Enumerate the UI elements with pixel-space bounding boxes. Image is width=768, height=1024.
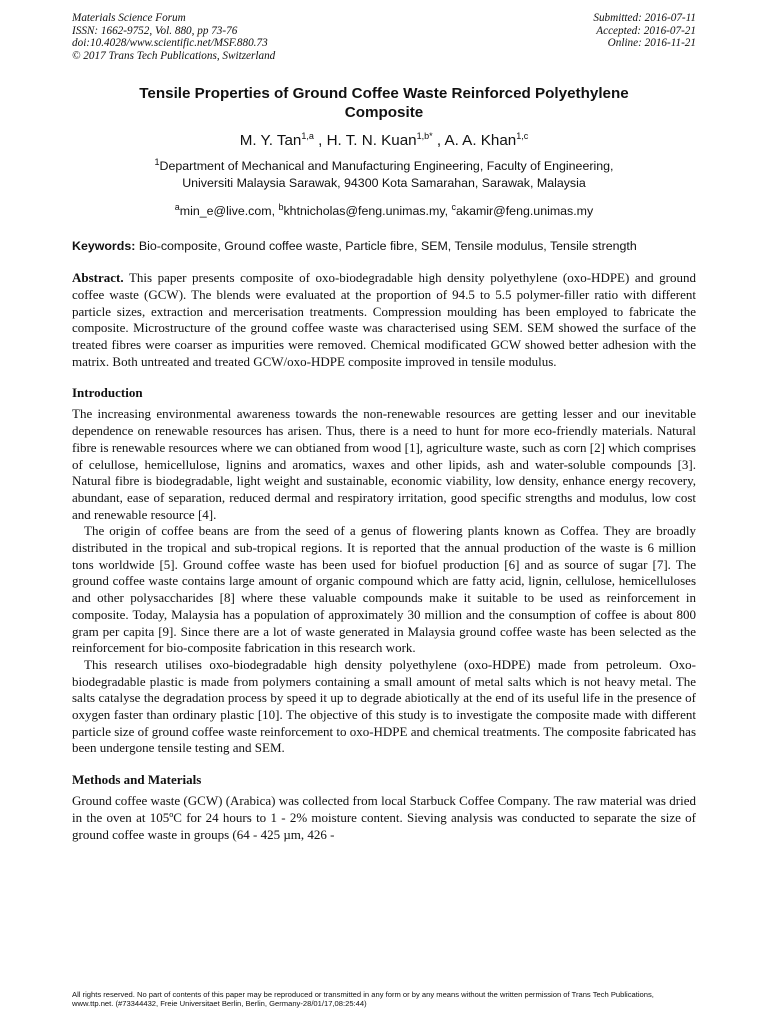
keywords-text: Bio-composite, Ground coffee waste, Particle fibre, SEM, Tensile modulus, Tensile strength bbox=[138, 238, 637, 253]
publication-dates bbox=[593, 12, 696, 62]
date-online: Online: 2016-11-21 bbox=[607, 37, 696, 50]
author-separator: , bbox=[432, 132, 445, 150]
author-name: A. A. Khan bbox=[444, 132, 517, 150]
email-mark: c bbox=[451, 201, 456, 212]
abstract bbox=[72, 270, 696, 370]
email-address[interactable]: khtnicholas@feng.unimas.my bbox=[283, 203, 445, 218]
affiliation bbox=[72, 154, 696, 191]
paper-page bbox=[72, 12, 696, 843]
email-mark: b bbox=[278, 201, 284, 212]
email-separator: , bbox=[444, 203, 452, 218]
email-separator: , bbox=[271, 203, 279, 218]
paper-title bbox=[72, 84, 696, 122]
intro-paragraph-2: The origin of coffee beans are from the seed of a genus of flowering plants known as Coffea. They are broadly distributed in the tropical and sub-tropical regions. It is reported that the annual production of the waste is 6 million tons worldwide [5]. Ground coffee waste has been used for biofuel production [6] and as source of sugar [7]. The ground coffee waste contains large amount of organic compound which are fatty acid, lignin, cellulose, hemicelluloses and other polysaccharides [8] where these valuable compounds make it suitable to be used as reinforcement in composite. Today, Malaysia has a population of approximately 30 million and the consumption of coffee is about 800 gram per capita [9]. Since there are a lot of waste generated in Malaysia ground coffee waste has been selected as the reinforcement for bio-composite fabrication in this research work. bbox=[72, 523, 696, 656]
paper-title-line-2: Composite bbox=[344, 104, 424, 122]
author-affiliation-mark: 1,c bbox=[516, 131, 529, 142]
author-separator: , bbox=[313, 132, 327, 150]
author-affiliation-mark: 1,a bbox=[301, 131, 314, 142]
date-submitted: Submitted: 2016-07-11 bbox=[593, 12, 696, 24]
section-heading-methods: Methods and Materials bbox=[72, 772, 202, 788]
keywords-label: Keywords: bbox=[72, 238, 136, 253]
section-heading-introduction: Introduction bbox=[72, 385, 143, 401]
journal-copyright: © 2017 Trans Tech Publications, Switzerland bbox=[72, 49, 276, 62]
journal-doi: doi:10.4028/www.scientific.net/MSF.880.73 bbox=[72, 37, 268, 50]
affiliation-line-2: Universiti Malaysia Sarawak, 94300 Kota Samarahan, Sarawak, Malaysia bbox=[182, 176, 586, 191]
journal-header bbox=[72, 12, 696, 62]
journal-name: Materials Science Forum bbox=[72, 12, 186, 24]
author-affiliation-mark: 1,b* bbox=[416, 131, 433, 142]
intro-paragraph-3: This research utilises oxo-biodegradable high density polyethylene (oxo-HDPE) made from petroleum. Oxo-biodegradable plastic is made from polymers containing a small amount of metal salts which is not heavy metal. The salts catalyse the degradation process by speed it up to degrade abiotically at the end of its useful life in the presence of oxygen faster than ordinary plastic [10]. The objective of this study is to investigate the composite made with different particle size of ground coffee waste reinforcement to oxo-HDPE and chemical treatments. The composite fabricated has been undergone tensile testing and SEM. bbox=[72, 656, 696, 756]
email-address[interactable]: akamir@feng.unimas.my bbox=[455, 203, 594, 218]
author-list bbox=[72, 127, 696, 150]
affiliation-mark: 1 bbox=[154, 157, 160, 168]
email-mark: a bbox=[174, 201, 180, 212]
abstract-text: This paper presents composite of oxo-biodegradable high density polyethylene (oxo-HDPE) and ground coffee waste (GCW). The blends were evaluated at the proportion of 94.5 to 5.5 polymer-filler ratio with different particle sizes, extraction and mercerisation treatments. Compression moulding has been employed to fabricate the composite. Microstructure of the ground coffee waste was characterised using SEM. SEM showed the surface of the treated fibres were coarser as impurities were removed. Chemical modificated GCW showed better adhesion with the matrix. Both untreated and treated GCW/oxo-HDPE composite improved in tensile modulus. bbox=[72, 270, 697, 369]
methods-paragraph-1: Ground coffee waste (GCW) (Arabica) was collected from local Starbuck Coffee Company. The raw material was dried in the oven at 105ºC for 24 hours to 1 - 2% moisture content. Sieving analysis was conducted to separate the size of ground coffee waste in groups (64 - 425 µm, 426 - bbox=[72, 793, 696, 842]
abstract-label: Abstract. bbox=[72, 270, 124, 286]
intro-paragraph-1: The increasing environmental awareness towards the non-renewable resources are getting lesser and our inevitable dependence on renewable resources has arisen. Thus, there is a need to hunt for more eco-friendly materials. Natural fibre is renewable resources where we can obtianed from wood [1], agriculture waste, such as corn [2] which comprises of celullose, hemicellulose, lignins and aromatics, waxes and other lipids, ash and water-soluble compounds [3]. Natural fibre is biodegradable, light weight and sustainable, economic viability, low density, enhance energy recovery, abundant, ease of separation, reduced dermal and respiratory irritation, good specific strengths and modulus, low cost and renewable resource [4]. bbox=[72, 406, 696, 522]
keywords bbox=[72, 238, 696, 255]
date-accepted: Accepted: 2016-07-21 bbox=[596, 24, 696, 37]
affiliation-line-1: Department of Mechanical and Manufacturing Engineering, Faculty of Engineering, bbox=[159, 159, 614, 174]
author-name: H. T. N. Kuan bbox=[326, 132, 417, 150]
paper-title-line-1: Tensile Properties of Ground Coffee Waste Reinforced Polyethylene bbox=[139, 85, 629, 103]
journal-info bbox=[72, 12, 275, 62]
journal-issn: ISSN: 1662-9752, Vol. 880, pp 73-76 bbox=[72, 24, 238, 37]
copyright-footer: All rights reserved. No part of contents of this paper may be reproduced or transmitted in any form or by any means without the written permission of Trans Tech Publications, www.ttp.net. (#73344432, Freie Universitaet Berlin, Berlin, Germany-28/01/17,08:25:44) bbox=[72, 990, 654, 1008]
author-emails bbox=[72, 199, 696, 219]
email-address[interactable]: min_e@live.com bbox=[179, 203, 272, 218]
author-name: M. Y. Tan bbox=[239, 132, 302, 150]
